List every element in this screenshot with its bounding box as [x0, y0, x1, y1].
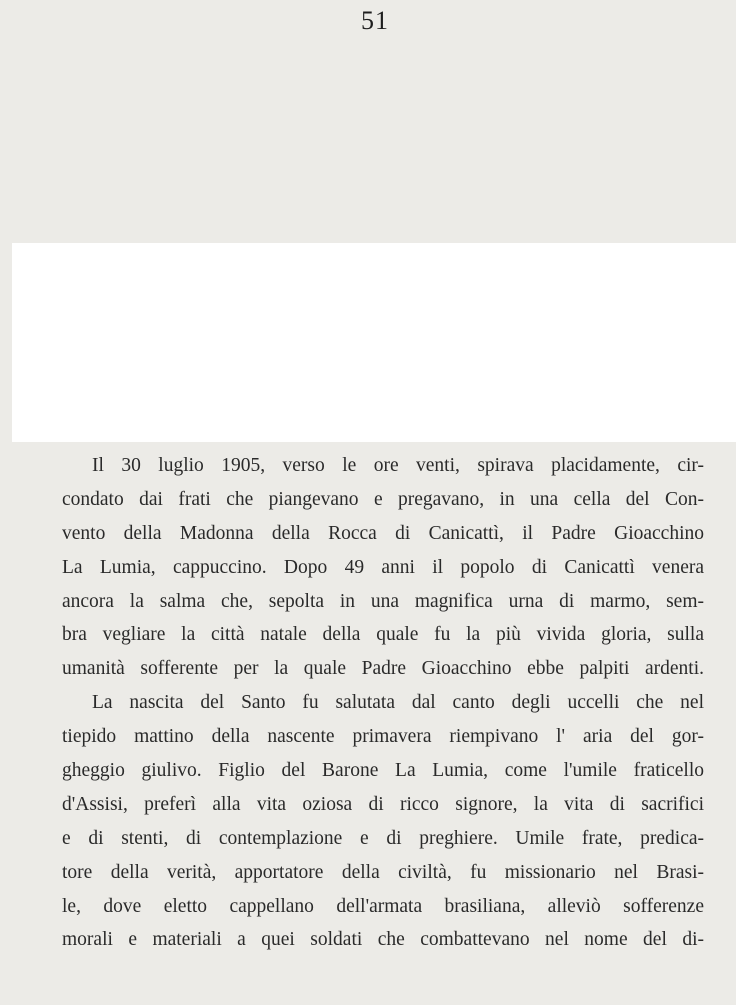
text-line: umanità sofferente per la quale Padre Gioacchino ebbe palpiti ardenti.	[62, 658, 704, 680]
text-line: e di stenti, di contemplazione e di preghiere. Umile frate, predica-	[62, 827, 704, 849]
body-text	[62, 449, 704, 957]
text-line: morali e materiali a quei soldati che combattevano nel nome del di-	[62, 929, 704, 951]
text-line: La Lumia, cappuccino. Dopo 49 anni il popolo di Canicattì venera	[62, 556, 704, 578]
text-line: le, dove eletto cappellano dell'armata brasiliana, alleviò sofferenze	[62, 895, 704, 917]
text-line: vento della Madonna della Rocca di Canicattì, il Padre Gioacchino	[62, 522, 704, 544]
text-line: Il 30 luglio 1905, verso le ore venti, spirava placidamente, cir-	[92, 455, 704, 476]
text-line: bra vegliare la città natale della quale fu la più vivida gloria, sulla	[62, 624, 704, 646]
text-line: tiepido mattino della nascente primavera riempivano l' aria del gor-	[62, 726, 704, 748]
page-number: 51	[361, 6, 389, 35]
paragraph-1	[62, 449, 704, 686]
text-line: La nascita del Santo fu salutata dal canto degli uccelli che nel	[92, 692, 704, 714]
text-line: tore della verità, apportatore della civiltà, fu missionario nel Brasi-	[62, 861, 704, 883]
text-line: condato dai frati che piangevano e pregavano, in una cella del Con-	[62, 488, 704, 510]
text-line: gheggio giulivo. Figlio del Barone La Lumia, come l'umile fraticello	[62, 760, 704, 782]
text-line: ancora la salma che, sepolta in una magnifica urna di marmo, sem-	[62, 590, 704, 612]
text-line: d'Assisi, preferì alla vita oziosa di ricco signore, la vita di sacrifici	[62, 793, 704, 815]
blank-region	[12, 243, 736, 442]
paragraph-2	[62, 686, 704, 957]
